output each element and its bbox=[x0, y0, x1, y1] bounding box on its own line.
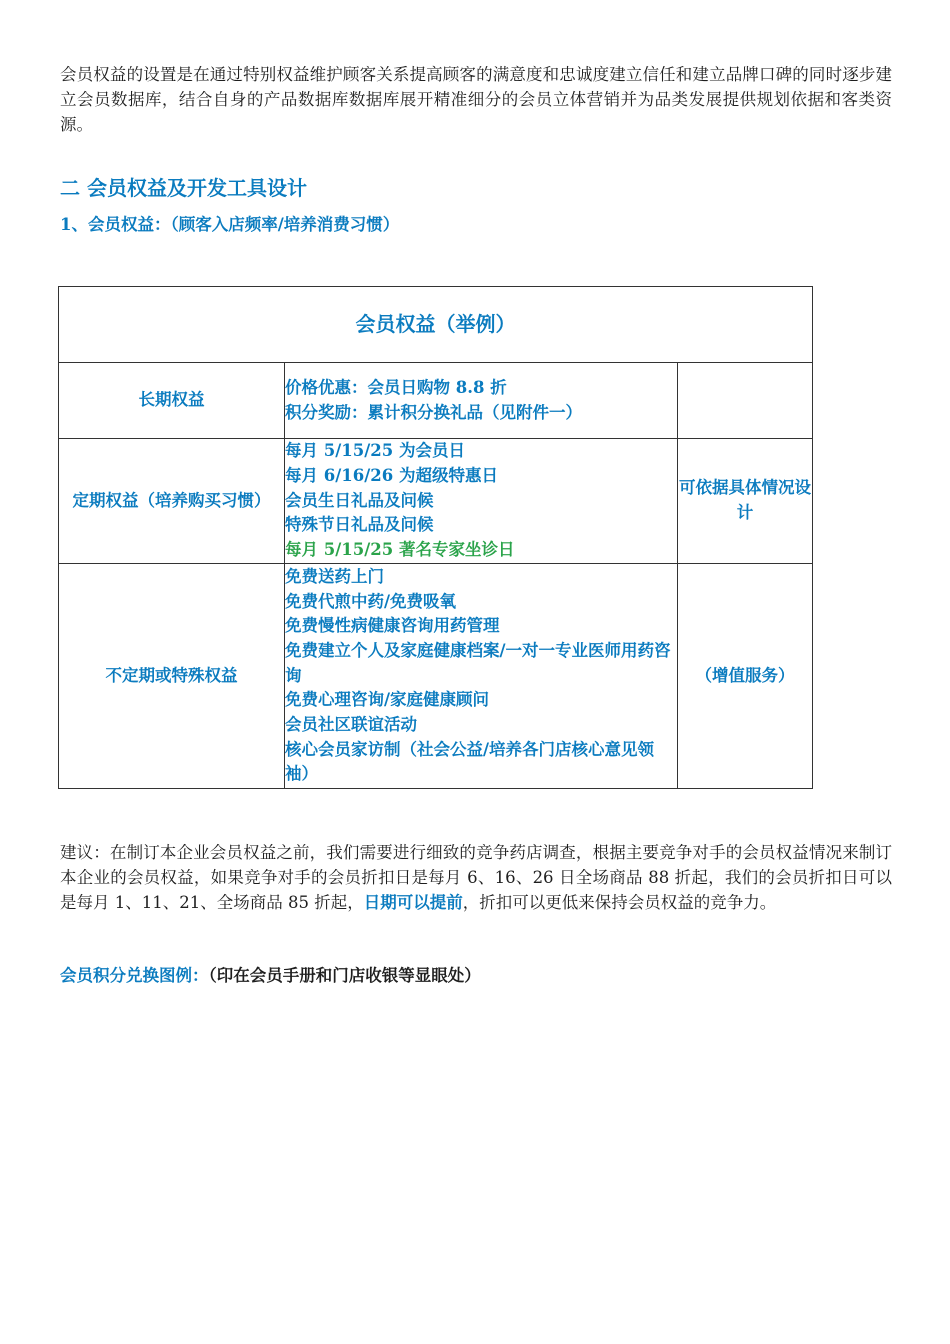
list-item: 特殊节日礼品及问候 bbox=[285, 515, 434, 535]
category-cell: 定期权益（培养购买习惯） bbox=[59, 439, 285, 564]
subsection-title: 1、会员权益：（顾客入店频率/培养消费习惯） bbox=[60, 215, 400, 234]
category-cell: 长期权益 bbox=[59, 363, 285, 439]
list-item: 免费心理咨询/家庭健康顾问 bbox=[285, 690, 490, 710]
suggestion-highlight: 日期可以提前 bbox=[363, 893, 463, 912]
list-item: 免费慢性病健康咨询用药管理 bbox=[285, 616, 500, 636]
note-cell bbox=[678, 363, 813, 439]
table-row bbox=[59, 564, 813, 789]
list-item: 每月 6/16/26 为超级特惠日 bbox=[285, 465, 498, 485]
suggestion-paragraph bbox=[60, 840, 892, 915]
list-item: 免费代煎中药/免费吸氧 bbox=[285, 591, 457, 611]
list-item: 核心会员家访制（社会公益/培养各门店核心意见领袖） bbox=[285, 739, 655, 784]
exchange-label: 会员积分兑换图例： bbox=[60, 966, 209, 985]
list-item: 免费送药上门 bbox=[285, 566, 384, 586]
benefit-list-cell bbox=[285, 439, 678, 564]
benefit-list-cell bbox=[285, 564, 678, 789]
section-title: 二 会员权益及开发工具设计 bbox=[60, 176, 307, 200]
exchange-heading bbox=[60, 963, 481, 989]
note-cell: （增值服务） bbox=[678, 564, 813, 789]
suggestion-text: 建议：在制订本企业会员权益之前，我们需要进行细致的竞争药店调查，根据主要竞争对手的会员权益情况来制订本企业的会员权益，如果竞争对手的会员折扣日是每月 6、16、26 日全场商品 88 折起，我们的会员折扣日可以是每月 1、11、21、全场商品 85 折起， bbox=[60, 843, 892, 912]
table-title-row bbox=[59, 287, 813, 363]
list-item: 会员社区联谊活动 bbox=[285, 715, 417, 735]
suggestion-text-end: ，折扣可以更低来保持会员权益的竞争力。 bbox=[462, 893, 777, 912]
list-item: 价格优惠：会员日购物 8.8 折 bbox=[285, 377, 507, 397]
list-item: 每月 5/15/25 为会员日 bbox=[285, 441, 465, 461]
benefit-list-cell bbox=[285, 363, 678, 439]
benefits-table bbox=[58, 286, 813, 789]
highlight-list-item: 每月 5/15/25 著名专家坐诊日 bbox=[285, 540, 515, 560]
table-row bbox=[59, 363, 813, 439]
table-row bbox=[59, 439, 813, 564]
list-item: 免费建立个人及家庭健康档案/一对一专业医师用药咨询 bbox=[285, 640, 671, 685]
category-cell: 不定期或特殊权益 bbox=[59, 564, 285, 789]
table-title: 会员权益（举例） bbox=[59, 287, 813, 363]
list-item: 积分奖励：累计积分换礼品（见附件一） bbox=[285, 402, 582, 422]
exchange-note: （印在会员手册和门店收银等显眼处） bbox=[208, 966, 481, 985]
list-item: 会员生日礼品及问候 bbox=[285, 490, 434, 510]
note-cell: 可依据具体情况设计 bbox=[678, 439, 813, 564]
intro-paragraph: 会员权益的设置是在通过特别权益维护顾客关系提高顾客的满意度和忠诚度建立信任和建立品牌口碑的同时逐步建立会员数据库，结合自身的产品数据库数据库展开精准细分的会员立体营销并为品类发展提供规划依据和客类资源。 bbox=[60, 65, 892, 134]
